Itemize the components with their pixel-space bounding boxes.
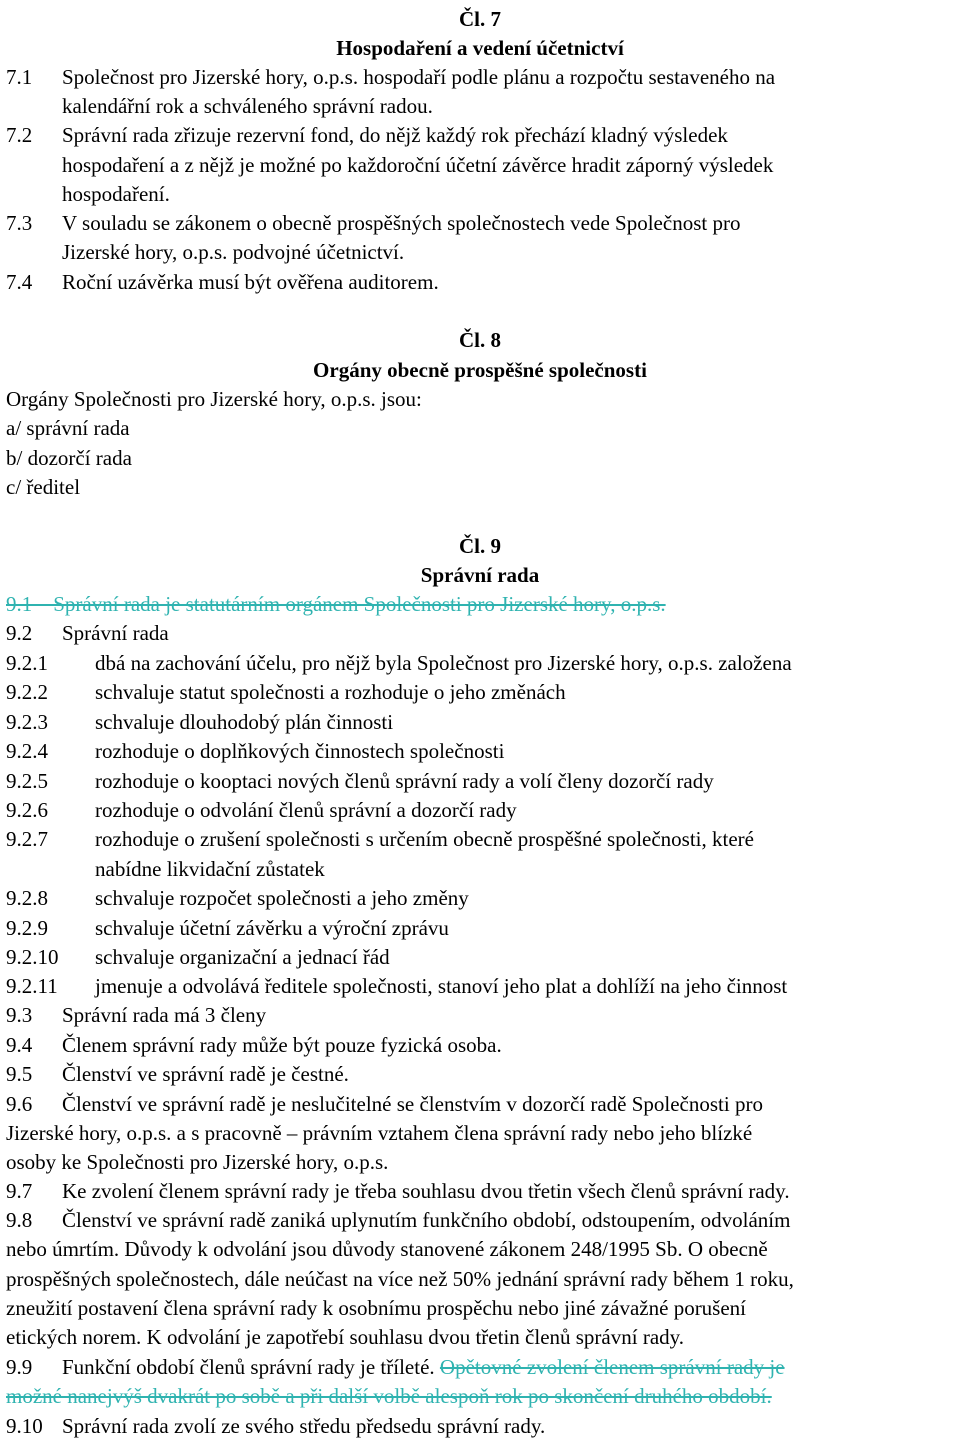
paragraph-text: Roční uzávěrka musí být ověřena auditorem. [62, 270, 439, 294]
paragraph-9-8-cont: etických norem. K odvolání je zapotřebí souhlasu dvou třetin členů správní rady. [6, 1325, 685, 1349]
subparagraph-number: 9.2.9 [6, 916, 48, 940]
subparagraph-text: schvaluje organizační a jednací řád [95, 945, 390, 969]
subparagraph-number: 9.2.2 [6, 680, 48, 704]
organ-item: a/ správní rada [6, 416, 130, 440]
article-8-title: Orgány obecně prospěšné společnosti [313, 358, 647, 382]
subparagraph-number: 9.2.6 [6, 798, 48, 822]
paragraph-number: 7.3 [6, 211, 33, 235]
subparagraph-number: 9.2.3 [6, 710, 48, 734]
article-7-title: Hospodaření a vedení účetnictví [336, 36, 624, 60]
subparagraph-number: 9.2.1 [6, 651, 48, 675]
subparagraph-number: 9.2.4 [6, 739, 48, 763]
subparagraph-text: rozhoduje o zrušení společnosti s určením obecně prospěšné společnosti, které [95, 827, 754, 851]
subparagraph-text: schvaluje dlouhodobý plán činnosti [95, 710, 394, 734]
paragraph-number: 9.9 [6, 1355, 33, 1379]
paragraph-9-8-cont: prospěšných společnostech, dále neúčast na více než 50% jednání správní rady během 1 roku, [6, 1267, 794, 1291]
paragraph-text: Členství ve správní radě je neslučitelné se členstvím v dozorčí radě Společnosti pro [62, 1092, 763, 1116]
paragraph-text: Funkční období členů správní rady je tříleté. [62, 1355, 435, 1379]
subparagraph-number: 9.2.8 [6, 886, 48, 910]
article-9-number: Čl. 9 [459, 534, 501, 558]
paragraph-number: 7.2 [6, 123, 33, 147]
subparagraph-number: 9.2.7 [6, 827, 48, 851]
deleted-text: Opětovné zvolení členem správní rady je [439, 1355, 785, 1379]
paragraph-number: 9.10 [6, 1414, 43, 1438]
article-9-title: Správní rada [420, 563, 540, 587]
paragraph-number: 9.8 [6, 1208, 33, 1232]
paragraph-7-1-cont: kalendářní rok a schváleného správní radou. [62, 94, 433, 118]
paragraph-text: Členství ve správní radě zaniká uplynutím funkčního období, odstoupením, odvoláním [62, 1208, 791, 1232]
paragraph-9-1-deleted: 9.1 Správní rada je statutárním orgánem Společnosti pro Jizerské hory, o.p.s. [6, 592, 666, 616]
paragraph-text: V souladu se zákonem o obecně prospěšných společnostech vede Společnost pro [62, 211, 741, 235]
paragraph-text: Správní rada zvolí ze svého středu předsedu správní rady. [62, 1414, 546, 1438]
paragraph-9-9-line [62, 1354, 785, 1381]
paragraph-7-2-cont: hospodaření. [62, 182, 170, 206]
paragraph-text: Správní rada zřizuje rezervní fond, do nějž každý rok přechází kladný výsledek [62, 123, 728, 147]
subparagraph-text: rozhoduje o odvolání členů správní a dozorčí rady [95, 798, 517, 822]
paragraph-text: Správní rada má 3 členy [62, 1003, 267, 1027]
paragraph-7-2-cont: hospodaření a z nějž je možné po každoroční účetní závěrce hradit záporný výsledek [62, 153, 774, 177]
subparagraph-text: nabídne likvidační zůstatek [95, 857, 325, 881]
subparagraph-text: rozhoduje o doplňkových činnostech společnosti [95, 739, 505, 763]
organ-item: c/ ředitel [6, 475, 81, 499]
paragraph-number: 9.5 [6, 1062, 33, 1086]
paragraph-number: 9.3 [6, 1003, 33, 1027]
paragraph-number: 9.7 [6, 1179, 33, 1203]
subparagraph-text: schvaluje rozpočet společnosti a jeho změny [95, 886, 469, 910]
paragraph-text: Ke zvolení členem správní rady je třeba souhlasu dvou třetin všech členů správní rady. [62, 1179, 790, 1203]
paragraph-text: Členem správní rady může být pouze fyzická osoba. [62, 1033, 502, 1057]
paragraph-text: Správní rada [62, 621, 169, 645]
paragraph-9-9-deleted-cont: možné nanejvýš dvakrát po sobě a při další volbě alespoň rok po skončení druhého období. [6, 1384, 772, 1408]
paragraph-9-8-cont: zneužití postavení člena správní rady k osobnímu prospěchu nebo jiné závažné porušení [6, 1296, 747, 1320]
paragraph-number: 9.6 [6, 1092, 33, 1116]
subparagraph-text: schvaluje účetní závěrku a výroční zprávu [95, 916, 449, 940]
subparagraph-text: rozhoduje o kooptaci nových členů správní rady a volí členy dozorčí rady [95, 769, 714, 793]
paragraph-number: 7.4 [6, 270, 33, 294]
paragraph-text: Společnost pro Jizerské hory, o.p.s. hospodaří podle plánu a rozpočtu sestaveného na [62, 65, 776, 89]
paragraph-9-6-cont: Jizerské hory, o.p.s. a s pracovně – právním vztahem člena správní rady nebo jeho blízké [6, 1121, 753, 1145]
subparagraph-number: 9.2.5 [6, 769, 48, 793]
organs-intro: Orgány Společnosti pro Jizerské hory, o.p.s. jsou: [6, 387, 422, 411]
subparagraph-text: jmenuje a odvolává ředitele společnosti, stanoví jeho plat a dohlíží na jeho činnost [95, 974, 788, 998]
paragraph-text: Členství ve správní radě je čestné. [62, 1062, 349, 1086]
paragraph-number: 9.2 [6, 621, 33, 645]
subparagraph-text: dbá na zachování účelu, pro nějž byla Společnost pro Jizerské hory, o.p.s. založena [95, 651, 792, 675]
paragraph-7-3-cont: Jizerské hory, o.p.s. podvojné účetnictví. [62, 240, 405, 264]
subparagraph-text: schvaluje statut společnosti a rozhoduje o jeho změnách [95, 680, 566, 704]
paragraph-number: 7.1 [6, 65, 33, 89]
organ-item: b/ dozorčí rada [6, 446, 132, 470]
article-7-number: Čl. 7 [459, 7, 501, 31]
subparagraph-number: 9.2.11 [6, 974, 58, 998]
paragraph-number: 9.4 [6, 1033, 33, 1057]
article-8-number: Čl. 8 [459, 328, 501, 352]
paragraph-9-8-cont: nebo úmrtím. Důvody k odvolání jsou důvody stanovené zákonem 248/1995 Sb. O obecně [6, 1237, 768, 1261]
subparagraph-number: 9.2.10 [6, 945, 59, 969]
paragraph-9-6-cont: osoby ke Společnosti pro Jizerské hory, o.p.s. [6, 1150, 389, 1174]
